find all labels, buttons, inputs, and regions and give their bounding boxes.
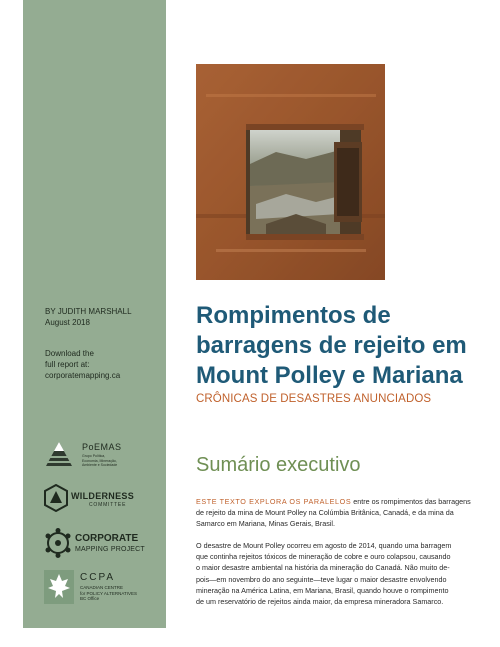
ccpa-line-2: for POLICY ALTERNATIVES [80,590,138,596]
paragraph-1-line-3: Samarco em Mariana, Minas Gerais, Brasil. [196,519,336,529]
paragraph-2-line-2: que continha rejeitos tóxicos de mineração de cobre e ouro colapsou, causando [196,552,451,562]
paragraph-2-line-3: o maior desastre ambiental na história da mineração do Canadá. Não muito de- [196,563,450,573]
cmp-name: CORPORATE [75,533,139,544]
poemas-tagline-2: Economia, Mineração, [82,458,117,463]
report-date: August 2018 [45,318,90,327]
poemas-tagline-3: Ambiente e Sociedade [82,463,118,467]
ccpa-line-3: BC Office [80,596,100,601]
ccpa-name: CCPA [80,572,116,583]
report-title [196,301,486,391]
wilderness-committee-logo [44,484,159,514]
ccpa-logo [44,570,159,606]
paragraph-lead-in: ESTE TEXTO EXPLORA OS PARALELOS [196,497,352,506]
paragraph-2-line-1: O desastre de Mount Polley ocorreu em agosto de 2014, quando uma barragem [196,541,452,550]
paragraph-1-line-1: entre os rompimentos das barragens [351,497,471,506]
report-subtitle: CRÔNICAS DE DESASTRES ANUNCIADOS [196,393,432,405]
download-line-1: Download the [45,349,94,358]
author-byline [45,306,132,328]
corporate-mapping-project-logo [44,526,159,560]
maple-leaf-icon [44,570,74,604]
title-line-1: Rompimentos de [196,302,391,329]
download-line-2: full report at: [45,360,90,369]
poemas-name: PoEMAS [82,442,122,452]
paragraph-2 [196,540,486,607]
author-name: BY JUDITH MARSHALL [45,307,132,316]
paragraph-2-line-6: de um reservatório de rejeitos ainda maior, da empresa mineradora Samarco. [196,597,444,607]
download-note [45,348,155,381]
paragraph-1 [196,496,486,530]
paragraph-1-line-2: de rejeito da mina de Mount Polley na Colúmbia Britânica, Canadá, e da mina da [196,508,454,518]
poemas-logo [44,438,154,472]
wilderness-hex-icon [44,484,68,512]
wilderness-name: WILDERNESS [71,491,135,501]
paragraph-2-line-5: mineração na América Latina, em Mariana, Brasil, quando houve o rompimento [196,585,449,595]
section-heading: Sumário executivo [196,454,361,476]
rusted-window-image [196,64,385,280]
poemas-tagline-1: Grupo Política, [82,454,106,458]
network-nodes-icon [44,528,72,558]
cmp-subtitle: MAPPING PROJECT [75,546,145,553]
poemas-mountain-icon [44,440,74,470]
paragraph-2-line-4: pois—em novembro do ano seguinte—teve lugar o maior desastre envolvendo [196,574,447,584]
cover-photo [196,64,385,280]
wilderness-committee-text: COMMITTEE [89,502,127,508]
title-line-3: Mount Polley e Mariana [196,362,463,389]
title-line-2: barragens de rejeito em [196,332,467,359]
ccpa-line-1: CANADIAN CENTRE [80,585,124,590]
download-link[interactable]: corporatemapping.ca [45,371,121,380]
